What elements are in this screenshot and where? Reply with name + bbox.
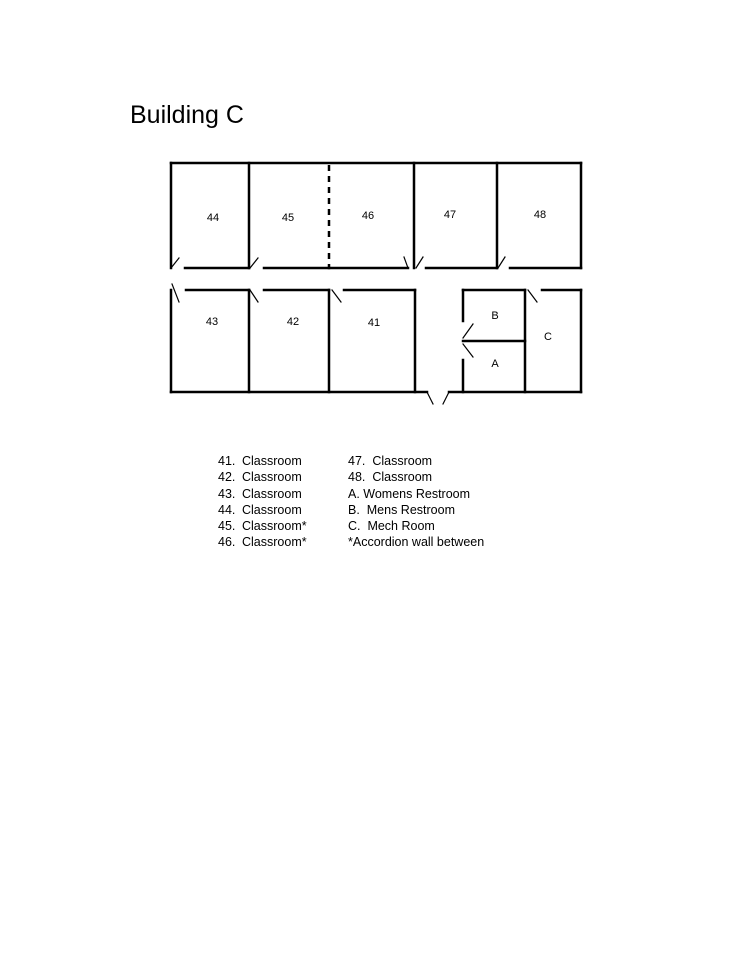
- room-label-46: 46: [361, 210, 375, 222]
- legend-item: 42. Classroom: [218, 470, 302, 485]
- legend-left: [218, 453, 307, 551]
- legend-item: B. Mens Restroom: [348, 502, 455, 517]
- door-46: [404, 257, 408, 268]
- legend-item: 48. Classroom: [348, 470, 433, 485]
- room-label-b: B: [491, 310, 499, 322]
- door-b: [463, 324, 473, 338]
- door-c: [528, 290, 537, 302]
- room-label-a: A: [491, 358, 499, 370]
- room-label-45: 45: [281, 212, 295, 224]
- room-label-42: 42: [286, 316, 300, 328]
- door-48: [498, 257, 505, 268]
- page-title: Building C: [130, 101, 244, 129]
- legend-item: 47. Classroom: [348, 454, 433, 468]
- entrance-door-right: [443, 392, 449, 404]
- door-42: [250, 290, 258, 302]
- door-41: [332, 290, 341, 302]
- room-label-48: 48: [533, 209, 547, 221]
- room-label-44: 44: [206, 212, 220, 224]
- legend-item: 45. Classroom*: [218, 519, 307, 534]
- room-label-47: 47: [443, 209, 457, 221]
- legend-item: 46. Classroom*: [218, 535, 307, 550]
- legend-item: 44. Classroom: [218, 502, 302, 517]
- room-label-43: 43: [205, 316, 219, 328]
- room-label-41: 41: [367, 317, 381, 329]
- legend-item: C. Mech Room: [348, 519, 435, 534]
- legend-item: 41. Classroom: [218, 454, 302, 468]
- room-label-c: C: [544, 331, 552, 343]
- legend-item: *Accordion wall between: [348, 535, 485, 550]
- entrance-door-left: [427, 392, 433, 404]
- door-a: [463, 344, 473, 357]
- door-47: [416, 257, 423, 268]
- door-45: [250, 258, 258, 268]
- legend-right: [348, 453, 484, 551]
- legend-item: A. Womens Restroom: [348, 486, 471, 501]
- door-43: [172, 284, 179, 302]
- legend-item: 43. Classroom: [218, 486, 302, 501]
